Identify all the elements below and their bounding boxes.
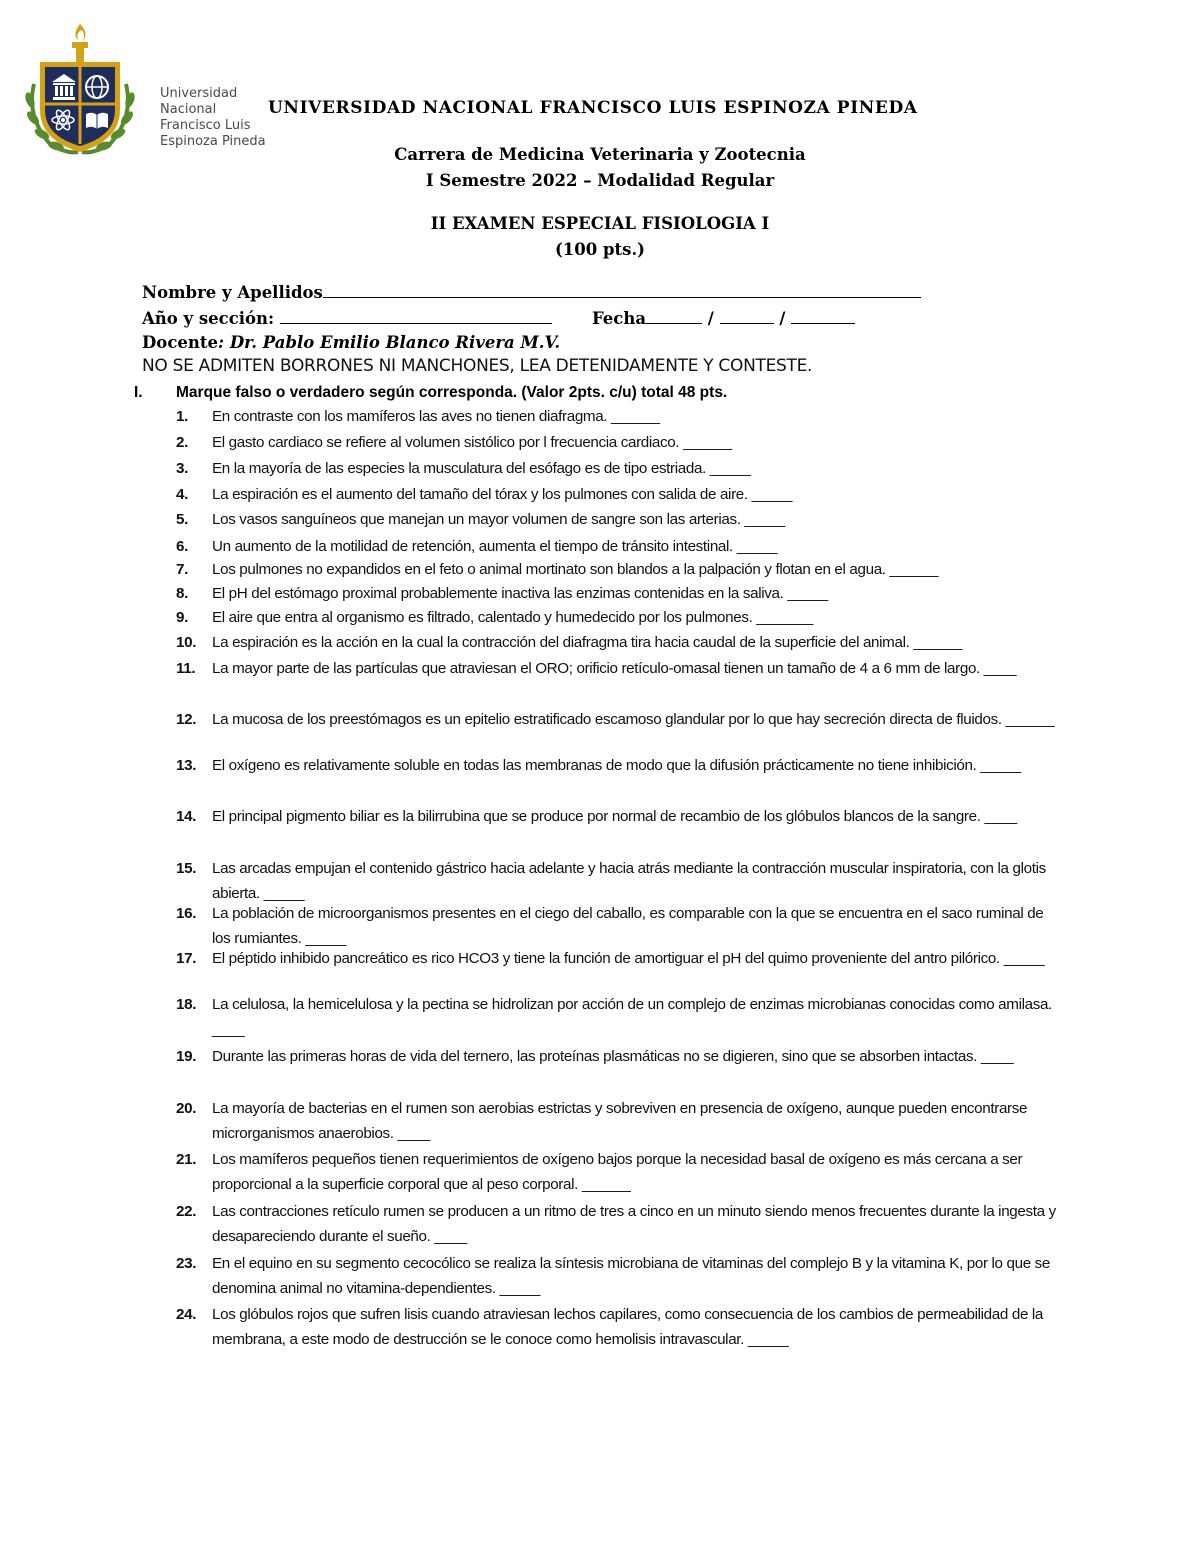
semester-line: I Semestre 2022 – Modalidad Regular <box>425 171 775 190</box>
question-text: En el equino en su segmento cecocólico se realiza la síntesis microbiana de vitaminas del complejo B y la vitamina K, por lo que se denomina animal no vitamina-dependientes. _____ <box>212 1255 1051 1297</box>
question-item <box>176 482 1056 507</box>
question-text: Los vasos sanguíneos que manejan un mayor volumen de sangre son las arterias. _____ <box>212 511 785 528</box>
question-text: La espiración es el aumento del tamaño del tórax y los pulmones con salida de aire. _____ <box>212 486 793 503</box>
teacher-label: Docente <box>142 333 218 352</box>
question-text: El principal pigmento biliar es la bilirrubina que se produce por normal de recambio de los glóbulos blancos de la sangre. ____ <box>212 808 1017 825</box>
question-number: 16. <box>176 905 197 922</box>
university-logo <box>20 22 266 162</box>
question-text: Las contracciones retículo rumen se producen a un ritmo de tres a cinco en un minuto siendo menos frecuentes durante la ingesta y desapareciendo durante el sueño. ____ <box>212 1203 1056 1245</box>
name-label: Nombre y Apellidos <box>142 283 323 302</box>
question-number: 2. <box>176 434 188 451</box>
question-text: La espiración es la acción en la cual la contracción del diafragma tira hacia caudal de la superficie del animal. ______ <box>212 634 962 651</box>
question-text: El pH del estómago proximal probablemente inactiva las enzimas contenidas en la saliva. _____ <box>212 585 828 602</box>
question-text: El péptido inhibido pancreático es rico HCO3 y tiene la función de amortiguar el pH del quimo proveniente del antro pilórico. _____ <box>212 950 1045 967</box>
question-text: Las arcadas empujan el contenido gástrico hacia adelante y hacia atrás mediante la contracción muscular inspiratoria, con la glotis abierta. _____ <box>212 860 1046 902</box>
question-number: 5. <box>176 511 188 528</box>
question-item <box>176 707 1056 732</box>
name-field <box>142 283 921 302</box>
question-item <box>176 1096 1056 1146</box>
university-title: UNIVERSIDAD NACIONAL FRANCISCO LUIS ESPINOZA PINEDA <box>268 98 918 118</box>
question-number: 10. <box>176 634 197 651</box>
question-item <box>176 430 1056 455</box>
question-item <box>176 992 1056 1042</box>
question-text: La mayor parte de las partículas que atraviesan el ORO; orificio retículo-omasal tienen un tamaño de 4 a 6 mm de largo. ____ <box>212 660 1017 677</box>
logo-line: Nacional <box>160 102 217 117</box>
question-item <box>176 1251 1056 1301</box>
question-item <box>176 557 1056 582</box>
date-label: Fecha <box>592 309 647 328</box>
exam-title: II EXAMEN ESPECIAL FISIOLOGIA I <box>430 214 770 233</box>
question-number: 13. <box>176 757 197 774</box>
question-number: 17. <box>176 950 197 967</box>
question-item <box>176 753 1056 778</box>
question-text: Durante las primeras horas de vida del ternero, las proteínas plasmáticas no se digieren, sino que se absorben intactas. ____ <box>212 1048 1014 1065</box>
question-number: 20. <box>176 1100 197 1117</box>
question-item <box>176 804 1056 829</box>
question-item <box>176 946 1056 971</box>
question-number: 23. <box>176 1255 197 1272</box>
question-item <box>176 1199 1056 1249</box>
question-text: La mucosa de los preestómagos es un epitelio estratificado escamoso glandular por lo que hay secreción directa de fluidos. ______ <box>212 711 1055 728</box>
question-text: El aire que entra al organismo es filtrado, calentado y humedecido por los pulmones. _______ <box>212 609 814 626</box>
question-number: 22. <box>176 1203 197 1220</box>
question-item <box>176 630 1056 655</box>
question-item <box>176 507 1056 532</box>
exam-points: (100 pts.) <box>555 240 645 259</box>
question-item <box>176 1147 1056 1197</box>
question-number: 12. <box>176 711 197 728</box>
question-text: Un aumento de la motilidad de retención, aumenta el tiempo de tránsito intestinal. _____ <box>212 538 778 555</box>
question-number: 24. <box>176 1306 197 1323</box>
question-text: El oxígeno es relativamente soluble en todas las membranas de modo que la difusión prácticamente no tiene inhibición. _____ <box>212 757 1021 774</box>
question-text: La población de microorganismos presentes en el ciego del caballo, es comparable con la que se encuentra en el saco ruminal de los rumiantes. _____ <box>212 905 1044 947</box>
logo-line: Espinoza Pineda <box>160 134 266 149</box>
question-item <box>176 534 1056 559</box>
question-number: 11. <box>176 660 196 677</box>
date-separator: / <box>707 309 714 328</box>
question-item <box>176 901 1056 951</box>
section-number: I. <box>134 384 143 401</box>
section-header <box>134 384 727 402</box>
question-text: Los glóbulos rojos que sufren lisis cuando atraviesan lechos capilares, como consecuencia de los cambios de permeabilidad de la membrana, a este modo de destrucción se le conoce como hemolisis intravascular. _____ <box>212 1306 1044 1348</box>
question-item <box>176 581 1056 606</box>
section-instruction: Marque falso o verdadero según corresponda. (Valor 2pts. c/u) total 48 pts. <box>176 384 728 401</box>
date-year-blank[interactable] <box>791 309 855 324</box>
teacher-name: : Dr. Pablo Emilio Blanco Rivera M.V. <box>217 333 561 352</box>
name-blank[interactable] <box>323 283 921 298</box>
career-title: Carrera de Medicina Veterinaria y Zootecnia <box>394 145 806 164</box>
date-field <box>592 309 855 328</box>
question-text: La celulosa, la hemicelulosa y la pectina se hidrolizan por acción de un complejo de enzimas microbianas conocidas como amilasa. ____ <box>212 996 1052 1038</box>
question-text: El gasto cardiaco se refiere al volumen sistólico por l frecuencia cardiaco. ______ <box>212 434 732 451</box>
question-text: En la mayoría de las especies la musculatura del esófago es de tipo estriada. _____ <box>212 460 751 477</box>
question-text: La mayoría de bacterias en el rumen son aerobias estrictas y sobreviven en presencia de oxígeno, aunque pueden encontrarse microrganismos anaerobios. ____ <box>212 1100 1028 1142</box>
question-item <box>176 605 1056 630</box>
question-item <box>176 656 1056 681</box>
question-number: 1. <box>176 408 188 425</box>
question-number: 6. <box>176 538 188 555</box>
question-number: 19. <box>176 1048 197 1065</box>
logo-wordmark <box>160 86 266 150</box>
question-number: 14. <box>176 808 197 825</box>
university-emblem-icon <box>20 22 140 162</box>
question-number: 15. <box>176 860 197 877</box>
question-number: 9. <box>176 609 188 626</box>
question-number: 18. <box>176 996 197 1013</box>
question-number: 8. <box>176 585 188 602</box>
question-number: 4. <box>176 486 188 503</box>
question-item <box>176 1302 1056 1352</box>
logo-line: Universidad <box>160 86 238 101</box>
question-number: 7. <box>176 561 188 578</box>
question-number: 3. <box>176 460 188 477</box>
question-text: Los pulmones no expandidos en el feto o animal mortinato son blandos a la palpación y flotan en el agua. ______ <box>212 561 939 578</box>
year-section-field <box>142 309 552 328</box>
date-month-blank[interactable] <box>720 309 774 324</box>
question-number: 21. <box>176 1151 197 1168</box>
question-text: En contraste con los mamíferos las aves no tienen diafragma. ______ <box>212 408 660 425</box>
question-item <box>176 456 1056 481</box>
year-section-label: Año y sección: <box>142 309 275 328</box>
exam-notice: NO SE ADMITEN BORRONES NI MANCHONES, LEA DETENIDAMENTE Y CONTESTE. <box>142 356 813 376</box>
question-item <box>176 404 1056 429</box>
date-day-blank[interactable] <box>646 309 702 324</box>
logo-line: Francisco Luis <box>160 118 251 133</box>
question-item <box>176 856 1056 906</box>
question-item <box>176 1044 1056 1069</box>
question-text: Los mamíferos pequeños tienen requerimientos de oxígeno bajos porque la necesidad basal de oxígeno es más cercana a ser proporcional a la superficie corporal que al peso corporal. ______ <box>212 1151 1023 1193</box>
teacher-field <box>142 333 560 352</box>
year-section-blank[interactable] <box>280 309 552 324</box>
date-separator: / <box>779 309 786 328</box>
